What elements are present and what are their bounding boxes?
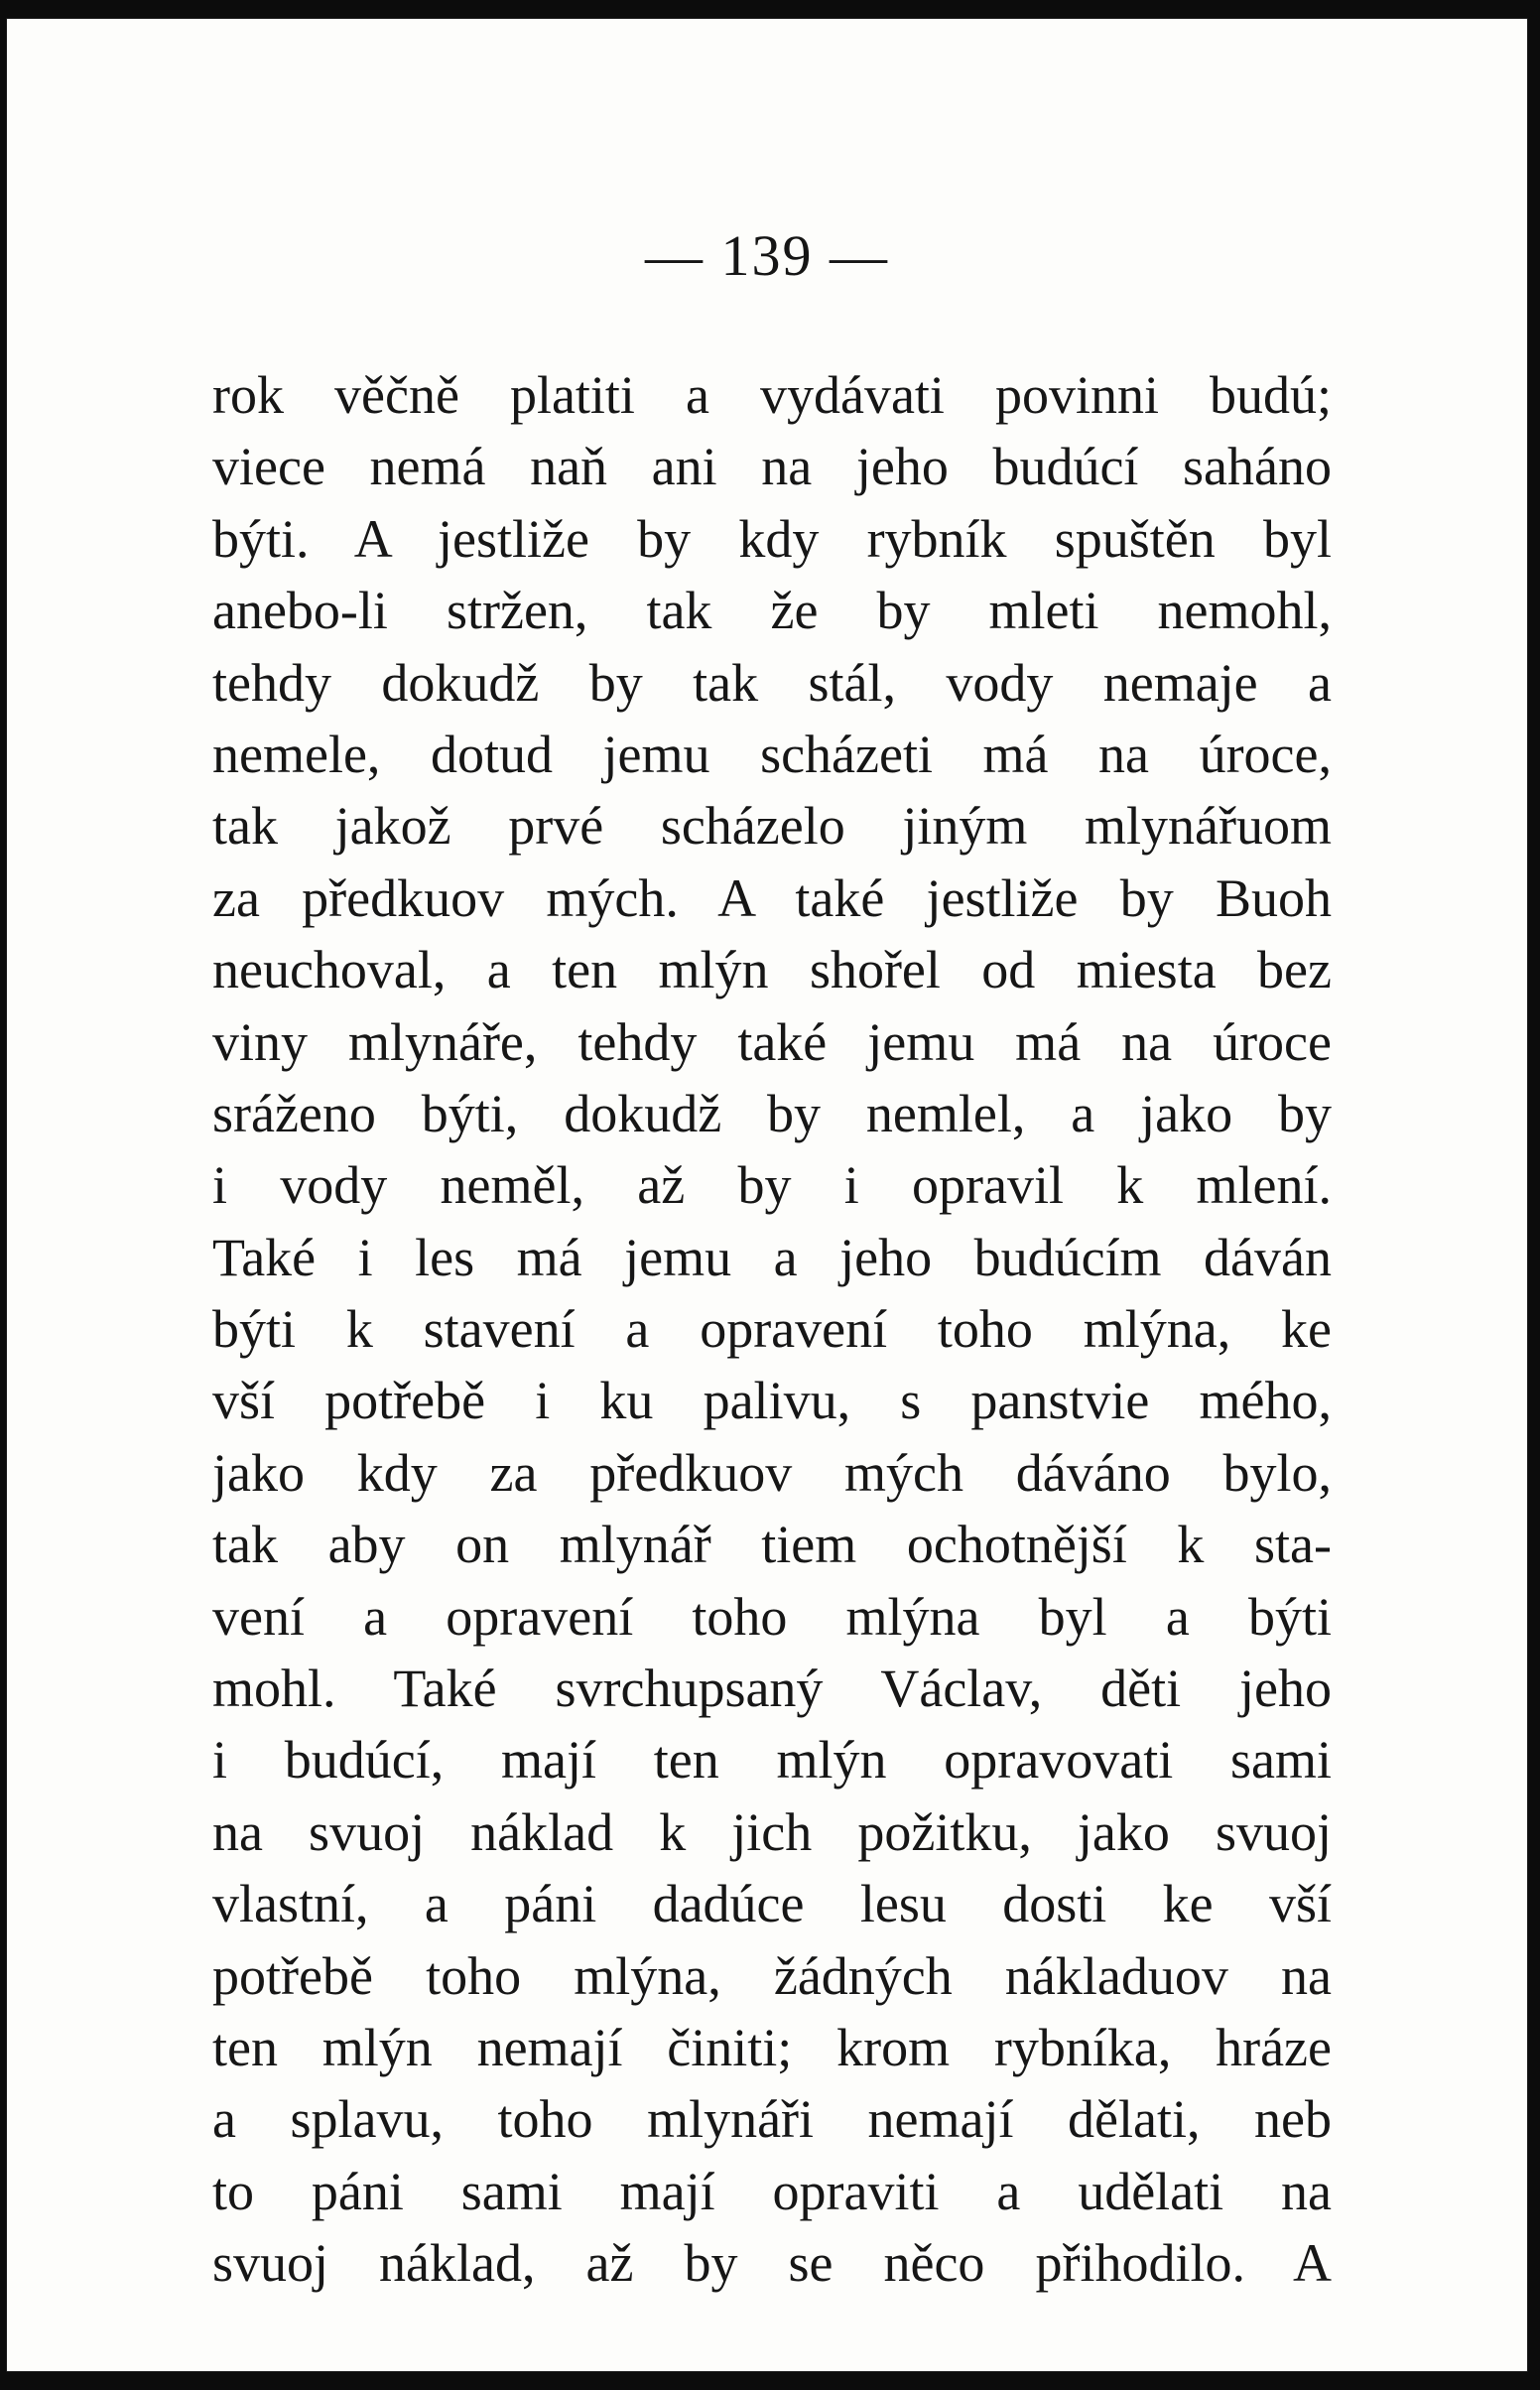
text-line: viece nemá naň ani na jeho budúcí saháno <box>212 437 1332 497</box>
text-line: býti k stavení a opravení toho mlýna, ke <box>212 1299 1332 1360</box>
text-line: vší potřebě i ku palivu, s panstvie mého, <box>212 1371 1332 1431</box>
text-line: tak jakož prvé scházelo jiným mlynářuom <box>212 796 1332 857</box>
text-line: mohl. Také svrchupsaný Václav, děti jeho <box>212 1659 1332 1719</box>
text-line: ten mlýn nemají činiti; krom rybníka, hráze <box>212 2017 1332 2077</box>
text-line: neuchoval, a ten mlýn shořel od miesta bez <box>212 940 1332 1000</box>
text-line: nemele, dotud jemu scházeti má na úroce, <box>212 724 1332 784</box>
book-page <box>6 18 1528 2372</box>
text-line: za předkuov mých. A také jestliže by Buoh <box>212 867 1332 928</box>
text-line: býti. A jestliže by kdy rybník spuštěn byl <box>212 508 1332 569</box>
text-line: a splavu, toho mlynáři nemají dělati, neb <box>212 2089 1332 2150</box>
text-line: tak aby on mlynář tiem ochotnější k sta- <box>212 1515 1332 1575</box>
text-line: anebo-li stržen, tak že by mleti nemohl, <box>212 581 1332 641</box>
text-line: tehdy dokudž by tak stál, vody nemaje a <box>212 652 1332 713</box>
text-line: Také i les má jemu a jeho budúcím dáván <box>212 1227 1332 1287</box>
text-line: vlastní, a páni dadúce lesu dosti ke vší <box>212 1874 1332 1934</box>
text-line: jako kdy za předkuov mých dáváno bylo, <box>212 1442 1332 1503</box>
text-line: to páni sami mají opraviti a udělati na <box>212 2161 1332 2221</box>
page-number: — 139 — <box>645 223 889 288</box>
text-line: viny mlynáře, tehdy také jemu má na úroce <box>212 1011 1332 1072</box>
text-line: i budúcí, mají ten mlýn opravovati sami <box>212 1730 1332 1791</box>
text-line: na svuoj náklad k jich požitku, jako svuoj <box>212 1801 1332 1862</box>
text-line: i vody neměl, až by i opravil k mlení. <box>212 1155 1332 1216</box>
text-line: svuoj náklad, až by se něco přihodilo. A <box>212 2233 1332 2294</box>
text-line: potřebě toho mlýna, žádných nákladuov na <box>212 1945 1332 2006</box>
text-line: rok věčně platiti a vydávati povinni budú; <box>212 365 1332 425</box>
body-text <box>212 359 1332 2300</box>
text-line: sráženo býti, dokudž by nemlel, a jako by <box>212 1083 1332 1143</box>
text-line: vení a opravení toho mlýna byl a býti <box>212 1586 1332 1647</box>
